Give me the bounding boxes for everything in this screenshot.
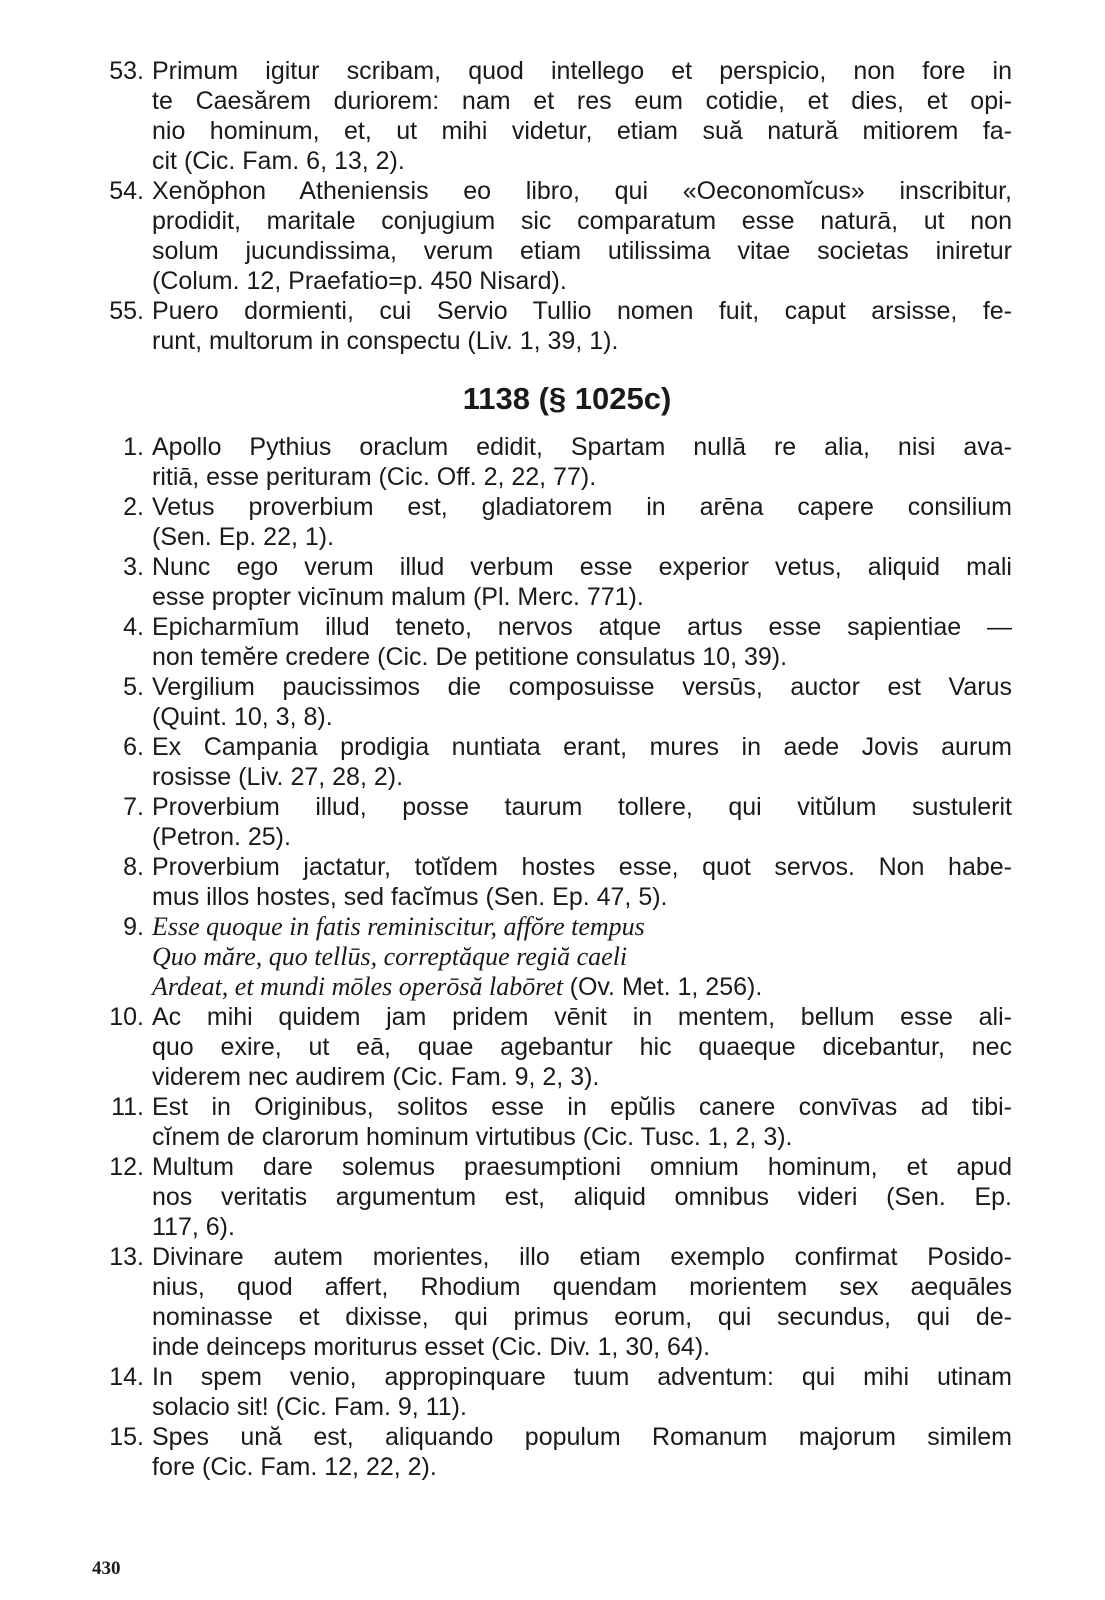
entry-line: inde deinceps moriturus esset (Cic. Div. 1, 30, 64). [152, 1333, 711, 1361]
entry-line: Proverbium jactatur, totĭdem hostes esse, quot servos. Non habe- [152, 853, 1012, 881]
entry-text [152, 1242, 1012, 1362]
entry-line: Esse quoque in fatis reminiscitur, affŏre tempus [152, 912, 645, 941]
entry-number: 54. [109, 177, 144, 205]
entry-line: Primum igitur scribam, quod intellego et perspicio, non fore in [152, 57, 1012, 85]
entry-text [152, 1002, 1012, 1092]
entry-line: solacio sit! (Cic. Fam. 9, 11). [152, 1393, 467, 1421]
entry-number: 2. [123, 493, 144, 521]
entry-line: rosisse (Liv. 27, 28, 2). [152, 763, 404, 791]
entry-list-top [82, 56, 1012, 356]
entry-line: nius, quod affert, Rhodium quendam morientem sex aequāles [152, 1273, 1012, 1301]
entry-text [152, 612, 1012, 672]
entry-list-bottom [82, 432, 1012, 1482]
entry-line: Quo măre, quo tellūs, correptăque regiă caeli [152, 942, 628, 971]
entry-line: Spes ună est, aliquando populum Romanum majorum similem [152, 1423, 1012, 1451]
entry-text [152, 1362, 1012, 1422]
list-item [82, 492, 1012, 552]
entry-text [152, 296, 1012, 356]
entry-line: Puero dormienti, cui Servio Tullio nomen fuit, caput arsisse, fe- [152, 297, 1012, 325]
entry-line: ritiā, esse perituram (Cic. Off. 2, 22, 77). [152, 463, 597, 491]
page-number: 430 [92, 1558, 121, 1579]
entry-line: Apollo Pythius oraclum edidit, Spartam nullā re alia, nisi ava- [152, 433, 1012, 461]
entry-number: 7. [123, 793, 144, 821]
entry-line: Vergilium paucissimos die composuisse versūs, auctor est Varus [152, 673, 1012, 701]
list-item [82, 1002, 1012, 1092]
entry-number: 1. [123, 433, 144, 461]
entry-line: solum jucundissima, verum etiam utilissima vitae societas iniretur [152, 237, 1012, 265]
entry-line: Proverbium illud, posse taurum tollere, qui vitŭlum sustulerit [152, 793, 1012, 821]
entry-line: quo exire, ut eā, quae agebantur hic quaeque dicebantur, nec [152, 1033, 1012, 1061]
entry-line: cit (Cic. Fam. 6, 13, 2). [152, 147, 405, 175]
entry-text [152, 852, 1012, 912]
entry-line: Multum dare solemus praesumptioni omnium hominum, et apud [152, 1153, 1012, 1181]
entry-line: viderem nec audirem (Cic. Fam. 9, 2, 3). [152, 1063, 600, 1091]
entry-text [152, 792, 1012, 852]
list-item [82, 1152, 1012, 1242]
entry-text [152, 1152, 1012, 1242]
entry-number: 3. [123, 553, 144, 581]
entry-line: nos veritatis argumentum est, aliquid omnibus videri (Sen. Ep. [152, 1183, 1012, 1211]
entry-line: mus illos hostes, sed facĭmus (Sen. Ep. 47, 5). [152, 883, 668, 911]
entry-number: 55. [109, 297, 144, 325]
entry-number: 6. [123, 733, 144, 761]
verse-text: Ardeat, et mundi mōles operōsă labōret [152, 972, 564, 1001]
entry-line: runt, multorum in conspectu (Liv. 1, 39, 1). [152, 327, 619, 355]
entry-text [152, 552, 1012, 612]
entry-line: Divinare autem morientes, illo etiam exemplo confirmat Posido- [152, 1243, 1012, 1271]
verse-citation: (Ov. Met. 1, 256). [569, 973, 763, 1001]
entry-number: 4. [123, 613, 144, 641]
list-item [82, 1092, 1012, 1152]
entry-number: 15. [109, 1423, 144, 1451]
entry-line: Epicharmīum illud teneto, nervos atque artus esse sapientiae — [152, 613, 1012, 641]
entry-line: fore (Cic. Fam. 12, 22, 2). [152, 1453, 437, 1481]
page-body [82, 56, 1012, 1482]
entry-number: 8. [123, 853, 144, 881]
entry-line: Xenŏphon Atheniensis eo libro, qui «Oeconomĭcus» inscribitur, [152, 177, 1012, 205]
entry-text [152, 732, 1012, 792]
entry-line: Nunc ego verum illud verbum esse experior vetus, aliquid mali [152, 553, 1012, 581]
entry-number: 13. [109, 1243, 144, 1271]
entry-line: non temĕre credere (Cic. De petitione consulatus 10, 39). [152, 643, 788, 671]
entry-text [152, 492, 1012, 552]
list-item [82, 792, 1012, 852]
entry-text [152, 176, 1012, 296]
entry-number: 14. [109, 1363, 144, 1391]
entry-text [152, 672, 1012, 732]
entry-number: 53. [109, 57, 144, 85]
entry-text [152, 432, 1012, 492]
entry-text [152, 912, 1012, 1002]
entry-line: nio hominum, et, ut mihi videtur, etiam suă natură mitiorem fa- [152, 117, 1012, 145]
list-item [82, 612, 1012, 672]
entry-line: (Colum. 12, Praefatio=p. 450 Nisard). [152, 267, 567, 295]
entry-line: In spem venio, appropinquare tuum adventum: qui mihi utinam [152, 1363, 1012, 1391]
list-item [82, 1242, 1012, 1362]
list-item [82, 1422, 1012, 1482]
entry-line: te Caesărem duriorem: nam et res eum cotidie, et dies, et opi- [152, 87, 1012, 115]
list-item [82, 732, 1012, 792]
entry-line: (Petron. 25). [152, 823, 291, 851]
entry-text [152, 1422, 1012, 1482]
list-item [82, 552, 1012, 612]
entry-number: 10. [109, 1003, 144, 1031]
list-item [82, 176, 1012, 296]
list-item [82, 912, 1012, 1002]
entry-text [152, 1092, 1012, 1152]
entry-line: Ac mihi quidem jam pridem vēnit in mentem, bellum esse ali- [152, 1003, 1012, 1031]
entry-number: 5. [123, 673, 144, 701]
entry-number: 11. [111, 1093, 144, 1121]
list-item [82, 672, 1012, 732]
entry-text [152, 56, 1012, 176]
entry-number: 12. [109, 1153, 144, 1181]
entry-line: (Sen. Ep. 22, 1). [152, 523, 335, 551]
entry-line: prodidit, maritale conjugium sic comparatum esse naturā, ut non [152, 207, 1012, 235]
list-item [82, 56, 1012, 176]
list-item [82, 852, 1012, 912]
entry-line: esse propter vicīnum malum (Pl. Merc. 771). [152, 583, 644, 611]
entry-line: nominasse et dixisse, qui primus eorum, qui secundus, qui de- [152, 1303, 1012, 1331]
entry-line: (Quint. 10, 3, 8). [152, 703, 333, 731]
entry-line: 117, 6). [152, 1213, 235, 1241]
entry-line [152, 972, 1012, 1002]
entry-line: Ex Campania prodigia nuntiata erant, mures in aede Jovis aurum [152, 733, 1012, 761]
entry-number: 9. [123, 913, 144, 941]
section-heading: 1138 (§ 1025c) [462, 381, 672, 416]
entry-line: Est in Originibus, solitos esse in epŭlis canere convīvas ad tibi- [152, 1093, 1012, 1121]
entry-line: cĭnem de clarorum hominum virtutibus (Cic. Tusc. 1, 2, 3). [152, 1123, 793, 1151]
entry-line: Vetus proverbium est, gladiatorem in arēna capere consilium [152, 493, 1012, 521]
list-item [82, 296, 1012, 356]
list-item [82, 432, 1012, 492]
list-item [82, 1362, 1012, 1422]
